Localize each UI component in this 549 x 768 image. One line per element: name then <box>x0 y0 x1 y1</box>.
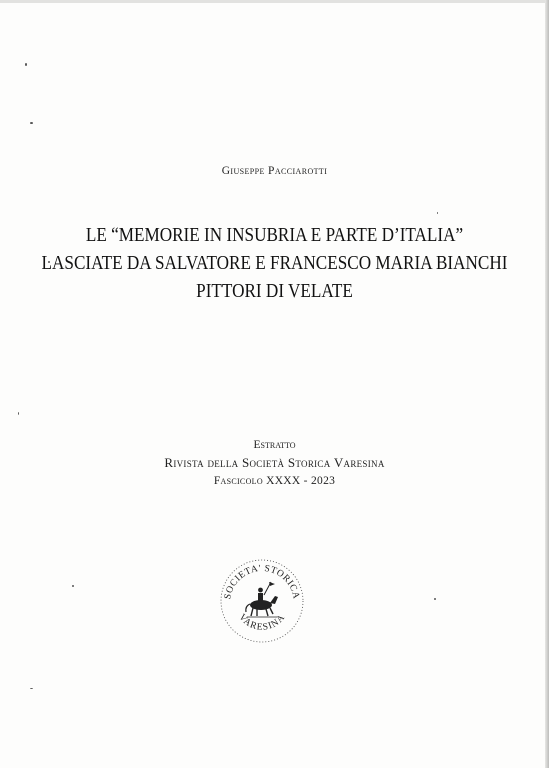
scan-speck <box>434 598 436 600</box>
title-line-2: LASCIATE DA SALVATORE E FRANCESCO MARIA BIANCHI <box>41 253 508 274</box>
society-seal <box>219 558 305 644</box>
horseman-emblem-icon <box>246 582 278 617</box>
extract-label: Estratto <box>253 439 296 451</box>
paper-edge-right <box>545 0 549 768</box>
scan-speck <box>30 122 33 124</box>
scan-speck <box>72 585 74 587</box>
title-line-3: PITTORI DI VELATE <box>196 281 353 302</box>
extract-info <box>0 437 549 489</box>
scan-speck <box>437 212 438 214</box>
author-name: Giuseppe Pacciarotti <box>221 165 328 177</box>
scan-speck <box>25 63 27 66</box>
journal-name: Rivista della Società Storica Varesina <box>164 455 385 470</box>
seal-text-bottom: VARESINA <box>236 612 288 633</box>
issue-number: Fascicolo XXXX - 2023 <box>213 475 336 487</box>
title-line-1: LE “MEMORIE IN INSUBRIA E PARTE D’ITALIA” <box>85 225 464 246</box>
seal-text-top: SOCIETA' STORICA <box>223 563 301 601</box>
document-title <box>33 222 516 306</box>
paper-edge-top <box>0 0 549 3</box>
scan-speck <box>30 688 33 689</box>
scan-speck <box>18 412 19 415</box>
